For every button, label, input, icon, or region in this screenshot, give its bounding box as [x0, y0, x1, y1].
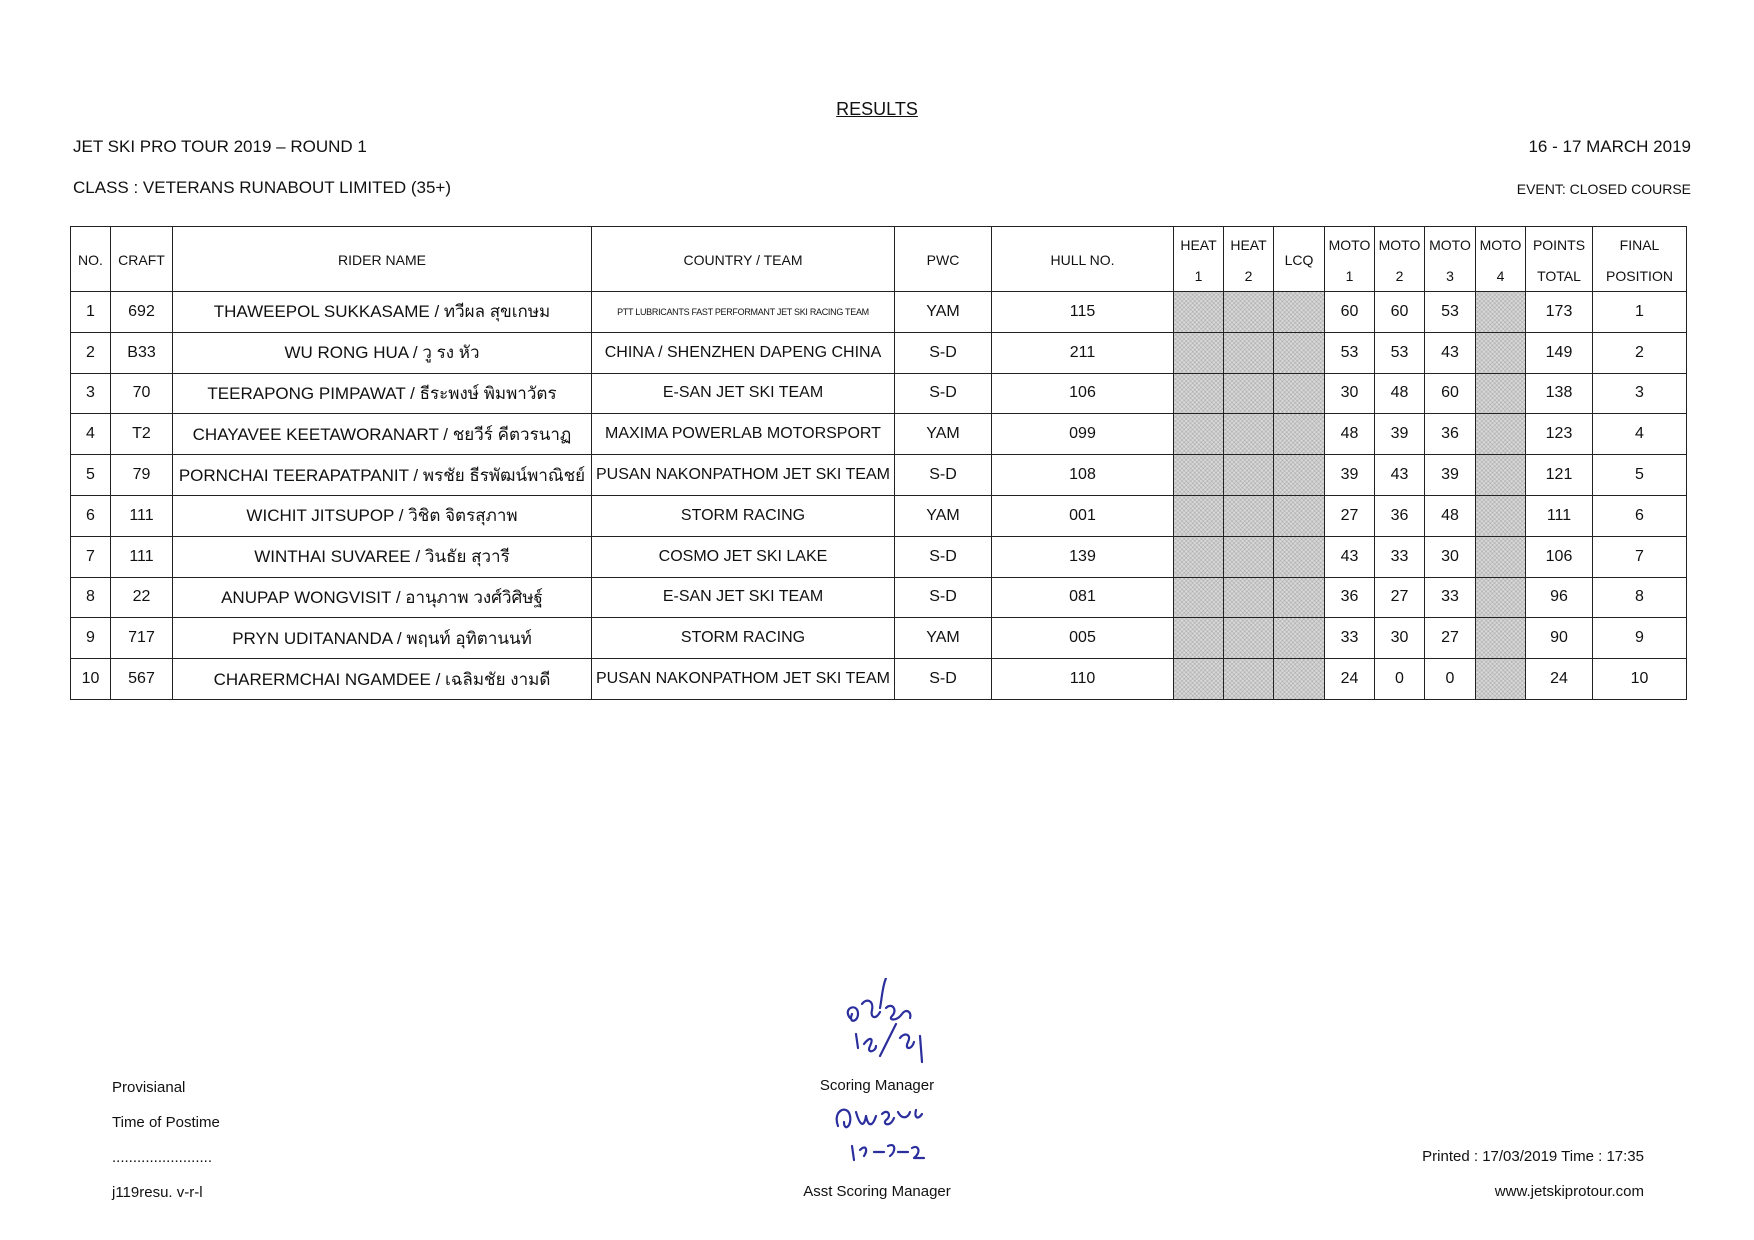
cell-craft: 567 — [111, 659, 173, 700]
cell-final-position: 4 — [1593, 414, 1687, 455]
cell-final-position: 5 — [1593, 455, 1687, 496]
cell-final-position: 3 — [1593, 373, 1687, 414]
col-moto-3 — [1425, 227, 1476, 292]
cell-lcq — [1274, 659, 1325, 700]
cell-hull: 001 — [992, 495, 1174, 536]
col-moto4-label: MOTO — [1479, 236, 1522, 253]
cell-heat2 — [1224, 455, 1274, 496]
cell-rider-name: WINTHAI SUVAREE / วินธัย สุวารี — [173, 536, 592, 577]
cell-hull: 110 — [992, 659, 1174, 700]
cell-craft: 111 — [111, 495, 173, 536]
col-rider-name — [173, 227, 592, 292]
cell-moto4 — [1476, 495, 1526, 536]
cell-no: 6 — [71, 495, 111, 536]
cell-craft: 692 — [111, 292, 173, 333]
table-row — [71, 618, 1687, 659]
col-hull-label: HULL NO. — [1050, 252, 1115, 268]
cell-final-position: 8 — [1593, 577, 1687, 618]
cell-points-total: 138 — [1526, 373, 1593, 414]
cell-pwc: YAM — [895, 618, 992, 659]
cell-rider-name: WICHIT JITSUPOP / วิชิต จิตรสุภาพ — [173, 495, 592, 536]
col-rider-label: RIDER NAME — [338, 252, 426, 268]
cell-team: E-SAN JET SKI TEAM — [592, 577, 895, 618]
col-points-total — [1526, 227, 1593, 292]
cell-points-total: 173 — [1526, 292, 1593, 333]
cell-team: E-SAN JET SKI TEAM — [592, 373, 895, 414]
col-heat2-sub: 2 — [1244, 267, 1253, 284]
cell-moto1: 33 — [1325, 618, 1375, 659]
cell-points-total: 96 — [1526, 577, 1593, 618]
cell-team: STORM RACING — [592, 618, 895, 659]
cell-lcq — [1274, 332, 1325, 373]
cell-heat1 — [1174, 414, 1224, 455]
col-pwc — [895, 227, 992, 292]
cell-craft: 79 — [111, 455, 173, 496]
cell-heat2 — [1224, 536, 1274, 577]
col-heat1-sub: 1 — [1194, 267, 1203, 284]
document-code: j119resu. v-r-l — [112, 1184, 203, 1201]
cell-moto1: 24 — [1325, 659, 1375, 700]
col-moto2-sub: 2 — [1395, 267, 1404, 284]
col-no-label: NO. — [78, 252, 103, 268]
col-heat-1 — [1174, 227, 1224, 292]
cell-moto1: 43 — [1325, 536, 1375, 577]
cell-hull: 106 — [992, 373, 1174, 414]
cell-pwc: S-D — [895, 332, 992, 373]
cell-pwc: S-D — [895, 577, 992, 618]
cell-final-position: 9 — [1593, 618, 1687, 659]
cell-hull: 108 — [992, 455, 1174, 496]
col-lcq — [1274, 227, 1325, 292]
col-final-position — [1593, 227, 1687, 292]
cell-moto4 — [1476, 332, 1526, 373]
cell-heat1 — [1174, 373, 1224, 414]
col-points-sub: TOTAL — [1537, 267, 1581, 284]
col-no — [71, 227, 111, 292]
cell-points-total: 149 — [1526, 332, 1593, 373]
asst-scoring-manager-label: Asst Scoring Manager — [803, 1183, 951, 1200]
cell-moto2: 0 — [1375, 659, 1425, 700]
cell-moto3: 33 — [1425, 577, 1476, 618]
cell-moto2: 30 — [1375, 618, 1425, 659]
col-final-sub: POSITION — [1606, 267, 1673, 284]
col-craft-label: CRAFT — [118, 252, 165, 268]
col-pwc-label: PWC — [926, 252, 960, 268]
cell-final-position: 1 — [1593, 292, 1687, 333]
cell-pwc: YAM — [895, 414, 992, 455]
cell-team: PTT LUBRICANTS FAST PERFORMANT JET SKI RACING TEAM — [592, 292, 895, 333]
cell-no: 2 — [71, 332, 111, 373]
event-type: EVENT: CLOSED COURSE — [1516, 181, 1691, 197]
cell-moto2: 53 — [1375, 332, 1425, 373]
results-table — [70, 226, 1687, 700]
cell-heat2 — [1224, 292, 1274, 333]
cell-moto4 — [1476, 618, 1526, 659]
table-row — [71, 414, 1687, 455]
cell-points-total: 121 — [1526, 455, 1593, 496]
cell-moto2: 60 — [1375, 292, 1425, 333]
table-row — [71, 373, 1687, 414]
cell-moto4 — [1476, 536, 1526, 577]
cell-points-total: 106 — [1526, 536, 1593, 577]
cell-points-total: 111 — [1526, 495, 1593, 536]
table-header-row — [71, 227, 1687, 292]
col-craft — [111, 227, 173, 292]
cell-heat1 — [1174, 495, 1224, 536]
col-heat1-label: HEAT — [1180, 236, 1217, 253]
table-row — [71, 659, 1687, 700]
cell-craft: 22 — [111, 577, 173, 618]
cell-moto3: 27 — [1425, 618, 1476, 659]
cell-moto3: 39 — [1425, 455, 1476, 496]
cell-moto3: 0 — [1425, 659, 1476, 700]
cell-moto4 — [1476, 577, 1526, 618]
page-title: RESULTS — [836, 99, 918, 119]
cell-heat2 — [1224, 659, 1274, 700]
cell-pwc: YAM — [895, 495, 992, 536]
cell-team: COSMO JET SKI LAKE — [592, 536, 895, 577]
col-hull-no — [992, 227, 1174, 292]
cell-heat2 — [1224, 373, 1274, 414]
cell-team: CHINA / SHENZHEN DAPENG CHINA — [592, 332, 895, 373]
cell-lcq — [1274, 536, 1325, 577]
cell-craft: T2 — [111, 414, 173, 455]
cell-team: PUSAN NAKONPATHOM JET SKI TEAM — [592, 455, 895, 496]
cell-moto4 — [1476, 373, 1526, 414]
cell-heat1 — [1174, 292, 1224, 333]
col-moto1-sub: 1 — [1345, 267, 1354, 284]
cell-moto2: 36 — [1375, 495, 1425, 536]
cell-pwc: YAM — [895, 292, 992, 333]
cell-moto3: 60 — [1425, 373, 1476, 414]
col-moto1-label: MOTO — [1328, 236, 1371, 253]
cell-pwc: S-D — [895, 659, 992, 700]
cell-rider-name: PRYN UDITANANDA / พฤนท์ อุทิตานนท์ — [173, 618, 592, 659]
cell-heat2 — [1224, 332, 1274, 373]
cell-final-position: 10 — [1593, 659, 1687, 700]
cell-moto4 — [1476, 414, 1526, 455]
table-row — [71, 495, 1687, 536]
cell-hull: 139 — [992, 536, 1174, 577]
col-moto3-sub: 3 — [1446, 267, 1454, 284]
cell-no: 3 — [71, 373, 111, 414]
col-final-label: FINAL — [1619, 236, 1660, 253]
cell-lcq — [1274, 373, 1325, 414]
cell-heat1 — [1174, 618, 1224, 659]
cell-moto2: 48 — [1375, 373, 1425, 414]
cell-points-total: 90 — [1526, 618, 1593, 659]
cell-hull: 115 — [992, 292, 1174, 333]
cell-moto1: 53 — [1325, 332, 1375, 373]
event-dates: 16 - 17 MARCH 2019 — [1528, 137, 1691, 156]
cell-moto1: 39 — [1325, 455, 1375, 496]
col-moto-4 — [1476, 227, 1526, 292]
cell-moto3: 43 — [1425, 332, 1476, 373]
table-row — [71, 455, 1687, 496]
cell-no: 7 — [71, 536, 111, 577]
cell-heat2 — [1224, 495, 1274, 536]
cell-no: 8 — [71, 577, 111, 618]
cell-heat1 — [1174, 536, 1224, 577]
cell-heat2 — [1224, 414, 1274, 455]
col-moto2-label: MOTO — [1378, 236, 1421, 253]
cell-heat1 — [1174, 332, 1224, 373]
table-row — [71, 577, 1687, 618]
cell-moto1: 60 — [1325, 292, 1375, 333]
scoring-manager-signature — [836, 978, 928, 1070]
cell-lcq — [1274, 618, 1325, 659]
cell-no: 5 — [71, 455, 111, 496]
printed-timestamp: Printed : 17/03/2019 Time : 17:35 — [1422, 1148, 1644, 1165]
cell-rider-name: CHARERMCHAI NGAMDEE / เฉลิมชัย งามดี — [173, 659, 592, 700]
dotted-line: ........................ — [112, 1149, 213, 1166]
cell-craft: 717 — [111, 618, 173, 659]
cell-moto2: 33 — [1375, 536, 1425, 577]
cell-points-total: 24 — [1526, 659, 1593, 700]
cell-moto1: 48 — [1325, 414, 1375, 455]
cell-no: 9 — [71, 618, 111, 659]
cell-heat1 — [1174, 455, 1224, 496]
cell-team: PUSAN NAKONPATHOM JET SKI TEAM — [592, 659, 895, 700]
cell-moto4 — [1476, 659, 1526, 700]
cell-craft: B33 — [111, 332, 173, 373]
cell-lcq — [1274, 455, 1325, 496]
cell-no: 1 — [71, 292, 111, 333]
cell-rider-name: ANUPAP WONGVISIT / อานุภาพ วงศ์วิศิษฐ์ — [173, 577, 592, 618]
cell-points-total: 123 — [1526, 414, 1593, 455]
event-name: JET SKI PRO TOUR 2019 – ROUND 1 — [73, 137, 367, 156]
col-country-team — [592, 227, 895, 292]
time-of-postime-label: Time of Postime — [112, 1114, 220, 1131]
cell-moto2: 43 — [1375, 455, 1425, 496]
col-heat2-label: HEAT — [1230, 236, 1267, 253]
cell-lcq — [1274, 577, 1325, 618]
cell-moto1: 30 — [1325, 373, 1375, 414]
cell-hull: 081 — [992, 577, 1174, 618]
cell-moto4 — [1476, 455, 1526, 496]
cell-moto4 — [1476, 292, 1526, 333]
cell-heat1 — [1174, 577, 1224, 618]
cell-heat2 — [1224, 618, 1274, 659]
cell-craft: 111 — [111, 536, 173, 577]
cell-lcq — [1274, 495, 1325, 536]
col-moto4-sub: 4 — [1496, 267, 1505, 284]
col-moto-2 — [1375, 227, 1425, 292]
class-label: CLASS : VETERANS RUNABOUT LIMITED (35+) — [73, 178, 452, 197]
cell-pwc: S-D — [895, 373, 992, 414]
cell-heat1 — [1174, 659, 1224, 700]
table-row — [71, 292, 1687, 333]
cell-lcq — [1274, 292, 1325, 333]
provisional-label: Provisianal — [112, 1079, 186, 1096]
scoring-manager-label: Scoring Manager — [819, 1077, 935, 1094]
cell-rider-name: THAWEEPOL SUKKASAME / ทวีผล สุขเกษม — [173, 292, 592, 333]
cell-rider-name: PORNCHAI TEERAPATPANIT / พรชัย ธีรพัฒน์พาณิชย์ — [173, 455, 592, 496]
col-heat-2 — [1224, 227, 1274, 292]
cell-moto3: 36 — [1425, 414, 1476, 455]
website-link[interactable]: www.jetskiprotour.com — [1494, 1183, 1644, 1200]
cell-moto1: 27 — [1325, 495, 1375, 536]
cell-team: STORM RACING — [592, 495, 895, 536]
cell-moto3: 30 — [1425, 536, 1476, 577]
cell-lcq — [1274, 414, 1325, 455]
asst-scoring-manager-signature — [830, 1102, 930, 1164]
cell-hull: 005 — [992, 618, 1174, 659]
cell-rider-name: WU RONG HUA / วู รง หัว — [173, 332, 592, 373]
col-moto3-label: MOTO — [1429, 236, 1471, 253]
cell-hull: 211 — [992, 332, 1174, 373]
cell-craft: 70 — [111, 373, 173, 414]
cell-moto3: 53 — [1425, 292, 1476, 333]
table-row — [71, 536, 1687, 577]
cell-heat2 — [1224, 577, 1274, 618]
cell-no: 4 — [71, 414, 111, 455]
cell-rider-name: CHAYAVEE KEETAWORANART / ชยวีร์ คีตวรนาฏ — [173, 414, 592, 455]
col-points-label: POINTS — [1532, 236, 1586, 253]
cell-moto3: 48 — [1425, 495, 1476, 536]
cell-moto2: 39 — [1375, 414, 1425, 455]
cell-pwc: S-D — [895, 455, 992, 496]
cell-team: MAXIMA POWERLAB MOTORSPORT — [592, 414, 895, 455]
cell-final-position: 7 — [1593, 536, 1687, 577]
col-moto-1 — [1325, 227, 1375, 292]
cell-rider-name: TEERAPONG PIMPAWAT / ธีระพงษ์ พิมพาวัตร — [173, 373, 592, 414]
col-lcq-label: LCQ — [1284, 252, 1314, 268]
cell-hull: 099 — [992, 414, 1174, 455]
cell-moto1: 36 — [1325, 577, 1375, 618]
table-row — [71, 332, 1687, 373]
col-team-label: COUNTRY / TEAM — [683, 252, 803, 268]
cell-moto2: 27 — [1375, 577, 1425, 618]
cell-final-position: 2 — [1593, 332, 1687, 373]
cell-final-position: 6 — [1593, 495, 1687, 536]
cell-pwc: S-D — [895, 536, 992, 577]
cell-no: 10 — [71, 659, 111, 700]
